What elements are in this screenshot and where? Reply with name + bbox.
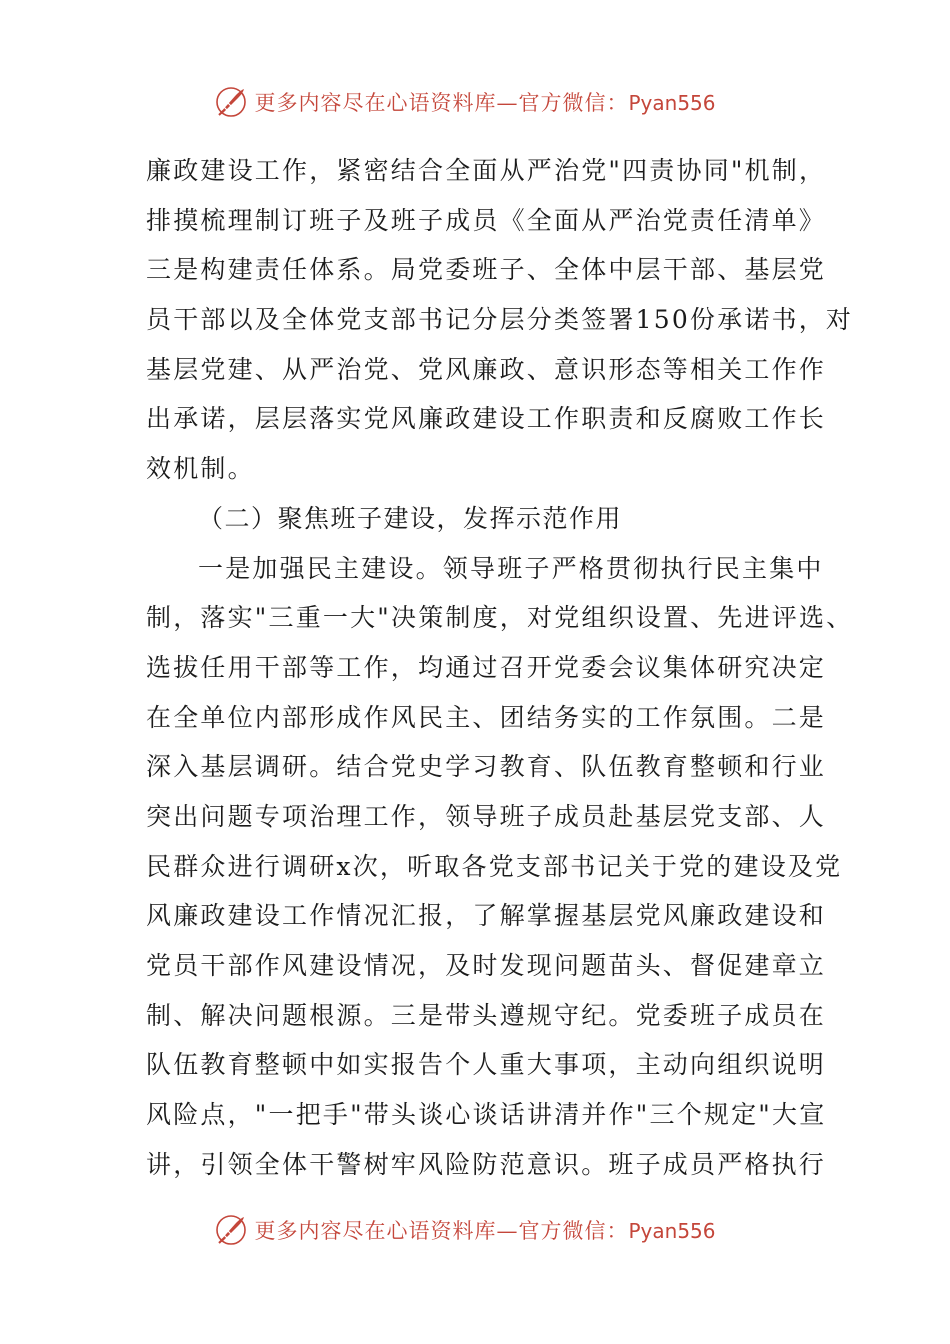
text-line: 风险点，"一把手"带头谈心谈话讲清并作"三个规定"大宣 (146, 1100, 827, 1130)
text-line: 员干部以及全体党支部书记分层分类签署150份承诺书，对 (146, 305, 854, 335)
watermark-text (254, 1215, 715, 1245)
text-line: 讲，引领全体干警树牢风险防范意识。班子成员严格执行 (146, 1149, 827, 1179)
text-line: 制，落实"三重一大"决策制度，对党组织设置、先进评选、 (146, 603, 854, 633)
watermark-banner-top (0, 82, 950, 122)
watermark-text-cn: 更多内容尽在心语资料库—官方微信： (254, 1219, 629, 1243)
document-body (146, 146, 854, 1189)
text-line: 风廉政建设工作情况汇报，了解掌握基层党风廉政建设和 (146, 901, 827, 931)
text-line: 制、解决问题根源。三是带头遵规守纪。党委班子成员在 (146, 1000, 827, 1030)
text-line: 民群众进行调研x次，听取各党支部书记关于党的建设及党 (146, 851, 843, 881)
text-line: 突出问题专项治理工作，领导班子成员赴基层党支部、人 (146, 801, 827, 831)
watermark-handle: Pyan556 (628, 1219, 716, 1243)
text-line: 在全单位内部形成作风民主、团结务实的工作氛围。二是 (146, 702, 827, 732)
text-line: 效机制。 (146, 454, 255, 484)
watermark-text-cn: 更多内容尽在心语资料库—官方微信： (254, 91, 629, 115)
text-line: 三是构建责任体系。局党委班子、全体中层干部、基层党 (146, 255, 827, 285)
text-line: 排摸梳理制订班子及班子成员《全面从严治党责任清单》 (146, 205, 827, 235)
text-line: 选拔任用干部等工作，均通过召开党委会议集体研究决定 (146, 652, 827, 682)
quill-pen-logo-icon (214, 1213, 248, 1247)
text-line: 队伍教育整顿中如实报告个人重大事项，主动向组织说明 (146, 1050, 827, 1080)
text-line: 一是加强民主建设。领导班子严格贯彻执行民主集中 (198, 553, 824, 583)
section-heading: （二）聚焦班子建设，发挥示范作用 (198, 503, 623, 533)
text-line: 廉政建设工作，紧密结合全面从严治党"四责协同"机制， (146, 156, 827, 185)
text-line: 党员干部作风建设情况，及时发现问题苗头、督促建章立 (146, 951, 827, 980)
text-line: 出承诺，层层落实党风廉政建设工作职责和反腐败工作长 (146, 404, 827, 434)
watermark-text (254, 87, 715, 117)
text-line: 基层党建、从严治党、党风廉政、意识形态等相关工作作 (146, 354, 827, 384)
text-line: 深入基层调研。结合党史学习教育、队伍教育整顿和行业 (146, 752, 827, 782)
quill-pen-logo-icon (214, 85, 248, 119)
watermark-handle: Pyan556 (628, 91, 716, 115)
watermark-banner-bottom (0, 1210, 950, 1250)
